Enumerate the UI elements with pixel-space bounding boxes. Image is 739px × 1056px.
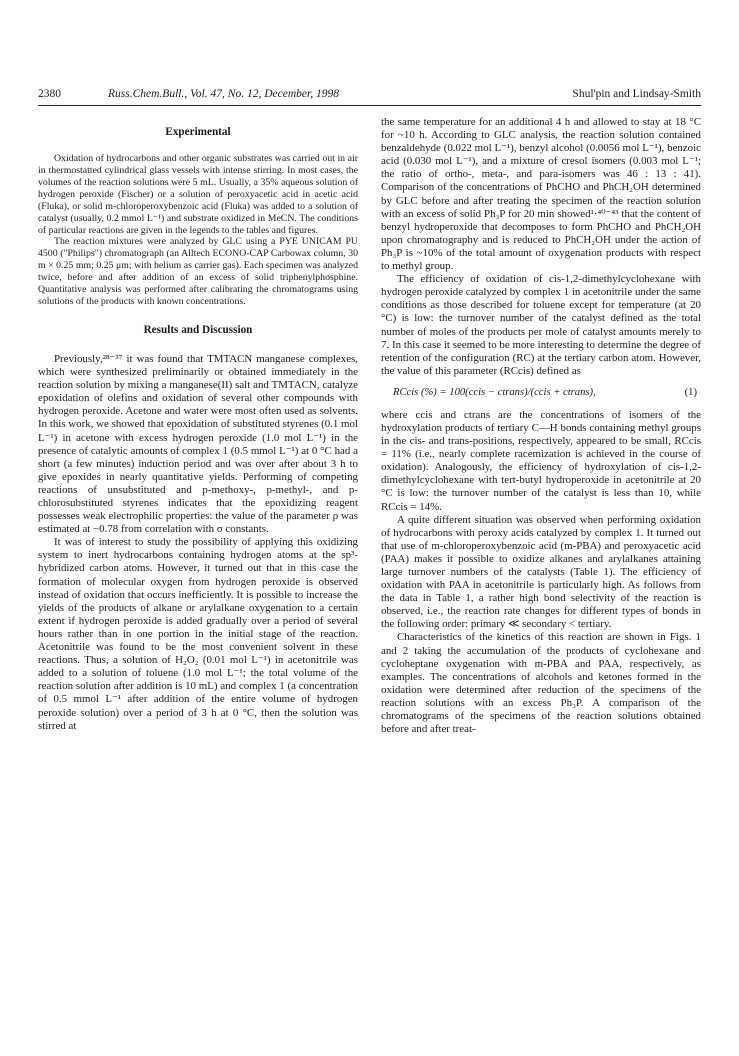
header-rule bbox=[38, 105, 701, 106]
equation-1 bbox=[381, 386, 701, 400]
right-paragraph-3: where ccis and ctrans are the concentrations of isomers of the hydroxylation products of tertiary C—H bonds containing methyl groups in the cis- and trans-positions, respectively, appeared to be small, RCcis = 11% (i.e., nearly complete racemization is achieved in the course of oxidation). Analogously, the efficiency of hydroxylation of cis-1,2-dimethylcyclohexane with tert-butyl hydroperoxide in acetonitrile at 20 °C is low: the turnover number of the catalyst is less than 10, while RCcis = 14%. bbox=[381, 408, 701, 513]
experimental-section bbox=[38, 153, 358, 308]
results-heading: Results and Discussion bbox=[143, 323, 253, 336]
running-authors: Shul'pin and Lindsay-Smith bbox=[572, 88, 701, 100]
right-paragraph-2: The efficiency of oxidation of cis-1,2-dimethylcyclohexane with hydrogen peroxide catalyzed by complex 1 in acetonitrile under the same conditions as those described for toluene except for temperature (at 20 °C) is low: the turnover number of the catalyst defined as the total number of moles of the products per mole of catalyst amounts merely to 7. In this case it seemed to be more interesting to determine the degree of retention of the configuration (RC) at the tertiary carbon atom. However, the value of this parameter (RCcis) defined as bbox=[381, 273, 701, 377]
right-paragraph-4: A quite different situation was observed when performing oxidation of hydrocarbons with peroxy acids catalyzed by complex 1. It turned out that use of m-chloroperoxybenzoic acid (m-PBA) and peroxyacetic acid (PAA) makes it possible to oxidize alkanes and arylalkanes attaining large turnover numbers of the catalysts (Table 1). The efficiency of oxidation with PAA in acetonitrile is particularly high. As follows from the data in Table 1, a rather high bond selectivity of the reaction is observed, i.e., the reaction rate changes for different types of bonds in the following order: primary ≪ secondary < tertiary. bbox=[381, 513, 701, 631]
right-paragraph-5: Characteristics of the kinetics of this reaction are shown in Figs. 1 and 2 taking the accumulation of the products of cyclohexane and cycloheptane oxygenation with m-PBA and PAA, respectively, as examples. The concentrations of alcohols and ketones formed in the oxidation were determined after reduction of the specimens of the reaction solutions with an excess Ph₃P. A comparison of the chromatograms of the specimens of the reaction solutions obtained before and after treat- bbox=[381, 631, 701, 736]
page-number: 2380 bbox=[38, 88, 61, 100]
left-column bbox=[38, 116, 358, 733]
results-paragraph-1: Previously,²⁸⁻³⁷ it was found that TMTACN manganese complexes, which were synthesized preliminarily or obtained immediately in the reaction solution by mixing a manganese(II) salt and TMTACN, catalyze epoxidation of olefins and oxidation of several other compounds with hydrogen peroxide. Acetone and water were most often used as solvents. In this work, we showed that epoxidation of substituted styrenes (0.1 mol L⁻¹) in acetone with excess hydrogen peroxide (1.0 mol L⁻¹) in the presence of catalytic amounts of complex 1 (0.5 mmol L⁻¹) at 0 °C had a short (a few minutes) induction period and was over after about 3 h to give epoxides in nearly quantitative yields. Performing of competing reactions of unsubstituted and p-methoxy-, p-methyl-, and p-chlorosubstituted styrenes indicates that the epoxidizing reagent possesses weak electrophilic properties: the value of the parameter ρ was estimated at −0.78 from correlation with σ constants. bbox=[38, 352, 358, 536]
equation-number: (1) bbox=[684, 386, 697, 398]
experimental-paragraph-1: Oxidation of hydrocarbons and other organic substrates was carried out in air in thermostatted cylindrical glass vessels with intense stirring. In most cases, the volumes of the reaction solutions were 5 mL. Usually, a 35% aqueous solution of hydrogen peroxide (Fischer) or a solution of peroxyacetic acid in acetic acid (Fluka), or solid m-chloroperoxybenzoic acid (Fluka) was added to a solution of catalyst (usually, 0.2 mmol L⁻¹) and substrate oxidized in MeCN. The conditions of particular reactions are given in the legends to the tables and figures. bbox=[38, 153, 358, 236]
equation-expression: RCcis (%) = 100(ccis − ctrans)/(ccis + ctrans), bbox=[393, 386, 596, 398]
results-paragraph-2: It was of interest to study the possibility of applying this oxidizing system to inert hydrocarbons containing hydrogen atoms at the sp³-hybridized carbon atoms. However, it turned out that in this case the formation of molecular oxygen from hydrogen peroxide is observed instead of oxidation that occurs inefficiently. It is possible to increase the yields of the products of alkane or arylalkane oxygenation to a certain extent if hydrogen peroxide is added gradually over a period of several hours rather than in one portion in the initial stage of the reaction. Acetonitrile was found to be the most convenient solvent in these reactions. Thus, a solution of H₂O₂ (0.01 mol L⁻¹) in acetonitrile was added to a solution of toluene (1.0 mol L⁻¹; the total volume of the reaction solution after addition is 10 mL) and complex 1 (a concentration of 0.5 mmol L⁻¹ after addition of the entire volume of hydrogen peroxide solution) over a period of 3 h at 0 °C, then the solution was stirred at bbox=[38, 536, 358, 732]
journal-citation: Russ.Chem.Bull., Vol. 47, No. 12, December, 1998 bbox=[108, 88, 339, 100]
right-paragraph-1: the same temperature for an additional 4 h and allowed to stay at 18 °C for ~10 h. According to GLC analysis, the reaction solution contained benzaldehyde (0.022 mol L⁻¹), benzyl alcohol (0.0056 mol L⁻¹), benzoic acid (0.030 mol L⁻¹), and a mixture of cresol isomers (0.003 mol L⁻¹; the ratio of ortho-, meta-, and para-isomers was 46 : 13 : 41). Comparison of the concentrations of PhCHO and PhCH₂OH determined by GLC before and after treating the specimen of the reaction solution with an excess of solid Ph₃P for 20 min showed¹·⁴⁰⁻⁴³ that the content of benzyl hydroperoxide that decomposes to form PhCHO and PhCH₂OH upon chromatography and is reduced to PhCH₂OH under the action of Ph₃P is ~10% of the total amount of oxygenation products with respect to methyl group. bbox=[381, 116, 701, 273]
running-header bbox=[38, 86, 701, 102]
experimental-heading: Experimental bbox=[165, 126, 231, 138]
experimental-paragraph-2: The reaction mixtures were analyzed by GLC using a PYE UNICAM PU 4500 ("Philips") chromatograph (an Alltech ECONO-CAP Carbowax column, 30 m × 0.25 mm; 0.25 μm; with helium as carrier gas). Each specimen was analyzed twice, before and after addition of an excess of solid triphenylphosphine. Quantitative analysis was performed after calibrating the chromatograms using solutions of the products with known concentrations. bbox=[38, 236, 358, 307]
right-column bbox=[381, 116, 701, 736]
